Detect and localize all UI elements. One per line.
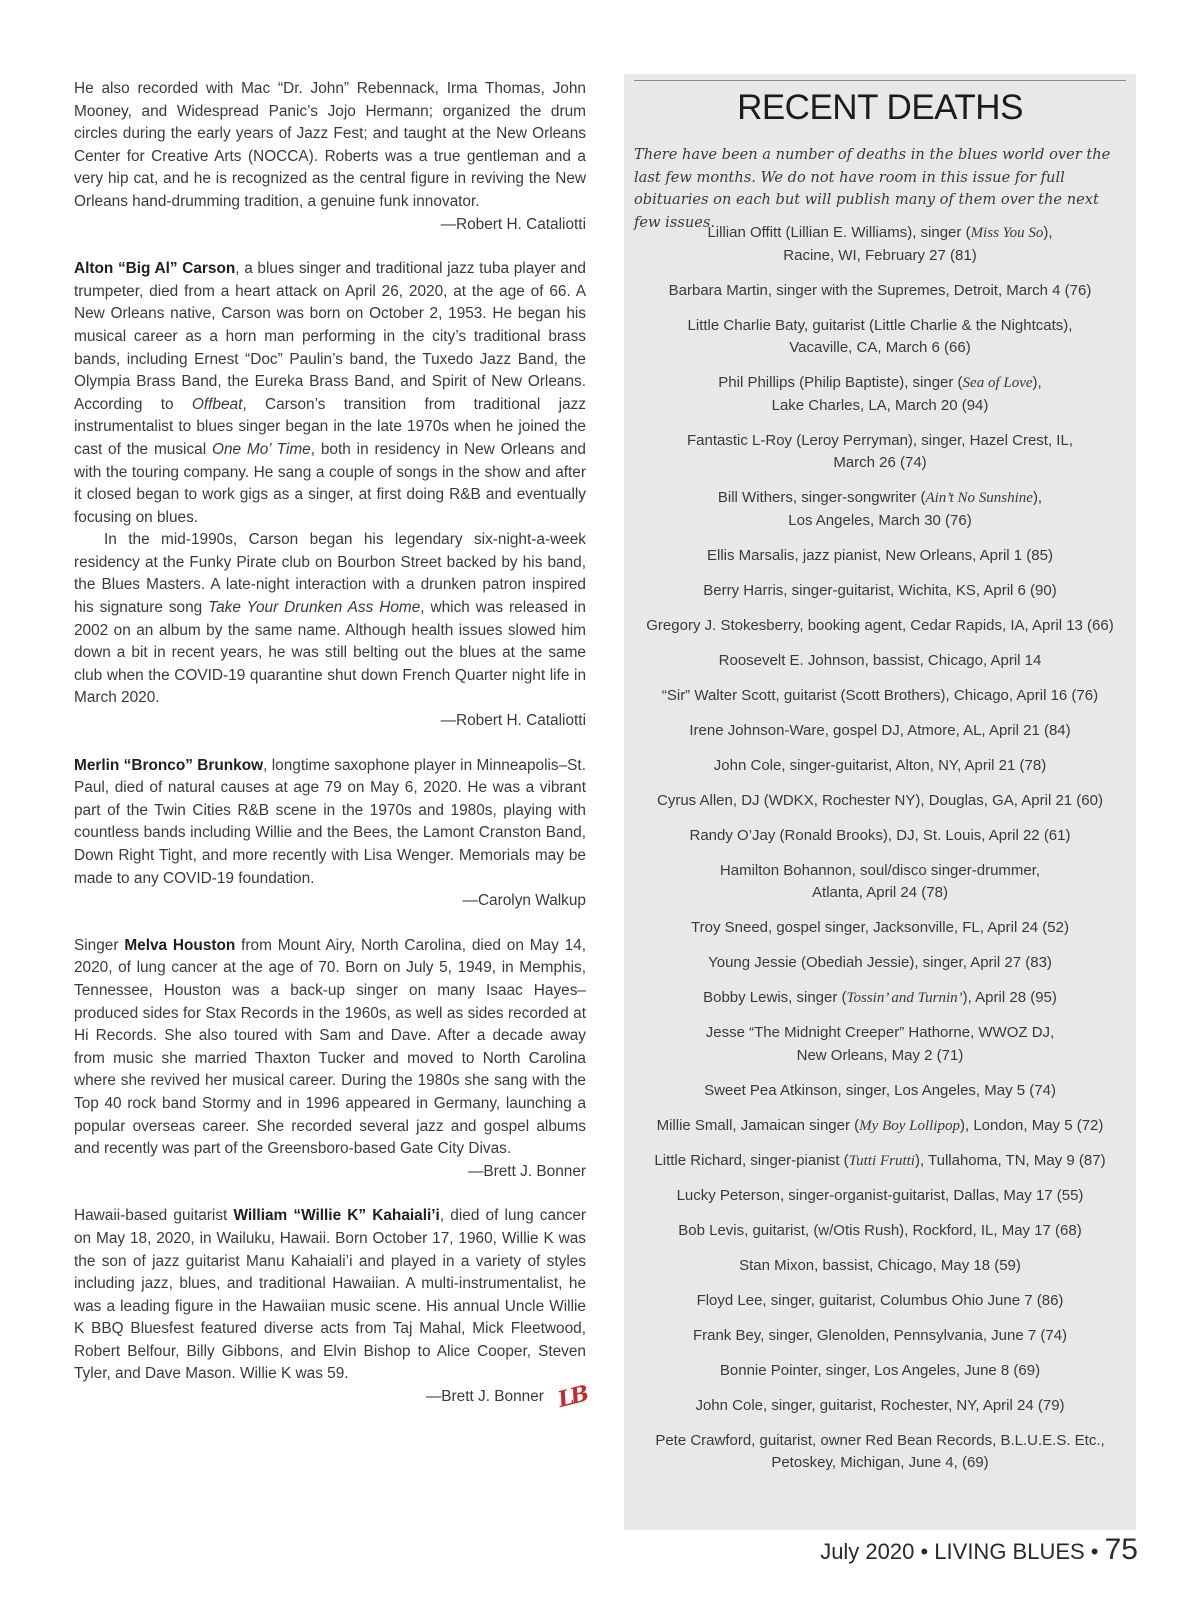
entry-text: Gregory J. Stokesberry, booking agent, Cedar Rapids, IA, April 13 (66) bbox=[646, 616, 1114, 634]
entry-text: “Sir” Walter Scott, guitarist (Scott Brothers), Chicago, April 16 (76) bbox=[661, 686, 1099, 704]
kahaiali-name: William “Willie K” Kahaiali’i bbox=[233, 1207, 440, 1225]
recent-deaths-sidebar bbox=[624, 74, 1136, 1530]
death-entry bbox=[630, 1220, 1130, 1243]
death-entry bbox=[630, 1290, 1130, 1313]
entry-text: Little Richard, singer-pianist ( bbox=[654, 1151, 849, 1169]
entry-text: Berry Harris, singer-guitarist, Wichita, KS, April 6 (90) bbox=[703, 581, 1057, 599]
page-number: 75 bbox=[1104, 1533, 1138, 1566]
entry-location: Racine, WI, February 27 (81) bbox=[783, 246, 977, 264]
death-entry bbox=[630, 430, 1130, 475]
houston-name: Melva Houston bbox=[124, 936, 236, 954]
entry-location: Los Angeles, March 30 (76) bbox=[788, 511, 972, 529]
death-entry bbox=[630, 545, 1130, 568]
entry-text: Phil Phillips (Philip Baptiste), singer ( bbox=[718, 374, 963, 392]
entry-text: Little Charlie Baty, guitarist (Little Charlie & the Nightcats), bbox=[687, 316, 1073, 334]
one-mo-time-title: One Mo’ Time bbox=[211, 440, 311, 458]
entry-title: Miss You So bbox=[970, 225, 1044, 241]
carson-paragraph-1: Alton “Big Al” Carson, a blues singer and traditional jazz tuba player and trumpeter, died from a heart attack on April 26, 2020, at the age of 66. A New Orleans native, Carson was born on October 2, 1953. He began his musical career as a horn man performing in the city’s traditional brass bands, including Ernest “Doc” Paulin’s band, the Tuxedo Jazz Band, the Olympia Brass Band, the Eureka Brass Band, and Spirit of New Orleans. According to Offbeat, Carson’s transition from traditional jazz instrumentalist to blues singer began in the late 1970s when he joined the cast of the musical One Mo’ Time, both in residency in New Orleans and with the touring company. He sang a couple of songs in the show and after it closed began to work gigs as a singer, at first doing R&B and eventually focusing on blues. bbox=[74, 260, 586, 526]
entry-title: Tossin’ and Turnin’ bbox=[846, 990, 963, 1007]
death-entry bbox=[630, 790, 1130, 813]
death-entry bbox=[630, 1080, 1130, 1103]
death-entry bbox=[630, 860, 1130, 905]
death-entry bbox=[630, 952, 1130, 975]
carson-paragraph-2: In the mid-1990s, Carson began his legendary six-night-a-week residency at the Funky Pirate club on Bourbon Street backed by his band, the Blues Masters. A late-night interaction with a drunken patron inspired his signature song Take Your Drunken Ass Home, which was released in 2002 on an album by the same name. Although health issues slowed him down a bit in recent years, he was still belting out the blues at the same club when the COVID-19 quarantine shut down French Quarter night life in March 2020. bbox=[74, 531, 586, 707]
carson-byline: —Robert H. Cataliotti bbox=[440, 712, 586, 730]
entry-text: Fantastic L-Roy (Leroy Perryman), singer, Hazel Crest, IL, bbox=[687, 431, 1073, 449]
death-entry bbox=[630, 1430, 1130, 1475]
death-entry bbox=[630, 1255, 1130, 1278]
entry-title: Sea of Love bbox=[962, 375, 1033, 392]
death-entry bbox=[630, 280, 1130, 303]
sidebar-top-rule bbox=[634, 80, 1126, 81]
offbeat-title: Offbeat bbox=[191, 395, 243, 413]
entry-text: Cyrus Allen, DJ (WDKX, Rochester NY), Douglas, GA, April 21 (60) bbox=[657, 791, 1103, 809]
carson-song-title: Take Your Drunken Ass Home bbox=[208, 599, 421, 617]
entry-text: Lillian Offitt (Lillian E. Williams), singer ( bbox=[707, 224, 971, 241]
living-blues-logo-icon: LB bbox=[555, 1381, 589, 1414]
death-entry bbox=[630, 685, 1130, 708]
entry-text: Stan Mixon, bassist, Chicago, May 18 (59) bbox=[739, 1256, 1021, 1274]
death-entry bbox=[630, 1022, 1130, 1067]
kahaiali-byline: —Brett J. Bonner LB bbox=[425, 1381, 589, 1414]
entry-text-end: ), Tullahoma, TN, May 9 (87) bbox=[914, 1151, 1106, 1169]
article-column bbox=[74, 78, 589, 1414]
death-entry bbox=[630, 1150, 1130, 1173]
page-footer bbox=[820, 1535, 1138, 1567]
entry-text: Sweet Pea Atkinson, singer, Los Angeles, May 5 (74) bbox=[704, 1081, 1056, 1099]
entry-text: Bill Withers, singer-songwriter ( bbox=[717, 489, 926, 507]
entry-text: Roosevelt E. Johnson, bassist, Chicago, April 14 bbox=[718, 651, 1042, 669]
entry-location: Petoskey, Michigan, June 4, (69) bbox=[771, 1454, 989, 1472]
brunkow-paragraph: Merlin “Bronco” Brunkow, longtime saxophone player in Minneapolis–St. Paul, died of natural causes at age 79 on May 6, 2020. He was a vibrant part of the Twin Cities R&B scene in the 1970s and 1980s, playing with countless bands including Willie and the Bees, the Lamont Cranston Band, Down Right Tight, and more recently with Lisa Wenger. Memorials may be made to any COVID-19 foundation. bbox=[74, 756, 586, 887]
issue-label: July 2020 • LIVING BLUES • bbox=[820, 1539, 1099, 1564]
carson-name: Alton “Big Al” Carson bbox=[74, 260, 236, 278]
death-entry bbox=[630, 222, 1130, 267]
death-entry bbox=[630, 987, 1130, 1010]
entry-text: Pete Crawford, guitarist, owner Red Bean Records, B.L.U.E.S. Etc., bbox=[655, 1431, 1105, 1449]
entry-text-end: ), April 28 (95) bbox=[962, 989, 1057, 1007]
entry-location: March 26 (74) bbox=[833, 454, 927, 472]
entry-text: John Cole, singer-guitarist, Alton, NY, April 21 (78) bbox=[713, 756, 1047, 774]
kahaiali-paragraph: Hawaii-based guitarist William “Willie K” Kahaiali’i, died of lung cancer on May 18, 2020, in Wailuku, Hawaii. Born October 17, 1960, Willie K was the son of jazz guitarist Manu Kahaiali’i and played in a variety of styles including jazz, blues, and traditional Hawaiian. A multi-instrumentalist, he was a leading figure in the Hawaiian music scene. His annual Uncle Willie K BBQ Bluesfest featured diverse acts from Taj Mahal, Mick Fleetwood, Robert Belfour, Billy Gibbons, and Elvin Bishop to Alice Cooper, Steven Tyler, and Dave Mason. Willie K was 59. bbox=[74, 1207, 587, 1383]
entry-text: Floyd Lee, singer, guitarist, Columbus Ohio June 7 (86) bbox=[696, 1291, 1064, 1309]
death-entry bbox=[630, 1325, 1130, 1348]
houston-byline: —Brett J. Bonner bbox=[467, 1162, 586, 1180]
death-entry bbox=[630, 917, 1130, 940]
death-entry bbox=[630, 1395, 1130, 1418]
entry-text: Barbara Martin, singer with the Supremes, Detroit, March 4 (76) bbox=[668, 281, 1092, 299]
entry-location: Lake Charles, LA, March 20 (94) bbox=[771, 396, 989, 414]
entry-location: Vacaville, CA, March 6 (66) bbox=[789, 339, 971, 357]
entry-text: Ellis Marsalis, jazz pianist, New Orleans, April 1 (85) bbox=[707, 546, 1053, 564]
death-entry bbox=[630, 755, 1130, 778]
entry-text: Frank Bey, singer, Glenolden, Pennsylvania, June 7 (74) bbox=[692, 1326, 1068, 1344]
entry-text: Bobby Lewis, singer ( bbox=[703, 989, 847, 1007]
death-entry bbox=[630, 650, 1130, 673]
entry-title: Tutti Frutti bbox=[848, 1152, 915, 1169]
entry-text: Hamilton Bohannon, soul/disco singer-drummer, bbox=[719, 861, 1041, 879]
death-entry bbox=[630, 1360, 1130, 1383]
entry-text: Bonnie Pointer, singer, Los Angeles, June 8 (69) bbox=[719, 1361, 1041, 1379]
entry-location: Atlanta, April 24 (78) bbox=[812, 884, 948, 902]
entry-text-end: ), bbox=[1032, 489, 1043, 507]
entry-location: New Orleans, May 2 (71) bbox=[796, 1046, 964, 1064]
entry-text: Randy O’Jay (Ronald Brooks), DJ, St. Louis, April 22 (61) bbox=[689, 826, 1071, 844]
sidebar-title: RECENT DEATHS bbox=[737, 88, 1023, 127]
roberts-byline: —Robert H. Cataliotti bbox=[440, 215, 586, 233]
death-entry bbox=[630, 487, 1130, 532]
death-entry bbox=[630, 372, 1130, 417]
death-entry bbox=[630, 1115, 1130, 1138]
death-entry bbox=[630, 615, 1130, 638]
houston-paragraph: Singer Melva Houston from Mount Airy, North Carolina, died on May 14, 2020, of lung cancer at the age of 70. Born on July 5, 1949, in Memphis, Tennessee, Houston was a back-up singer on many Isaac Hayes–produced sides for Stax Records in the 1960s, as well as sides recorded at Hi Records. She also toured with Sam and Dave. After a decade away from music she married Thaxton Tucker and moved to North Carolina where she revived her musical career. During the 1980s she sang with the Top 40 rock band Stormy and in 1996 appeared in Germany, launching a popular overseas career. She recorded several jazz and gospel albums and recently was part of the Greensboro-based Gate City Divas. bbox=[74, 936, 586, 1158]
entry-text: Young Jessie (Obediah Jessie), singer, April 27 (83) bbox=[708, 954, 1052, 972]
entry-text: Troy Sneed, gospel singer, Jacksonville, FL, April 24 (52) bbox=[691, 919, 1069, 937]
roberts-paragraph: He also recorded with Mac “Dr. John” Rebennack, Irma Thomas, John Mooney, and Widespread Panic’s Jojo Hermann; organized the drum circles during the early years of Jazz Fest; and taught at the New Orleans Center for Creative Arts (NOCCA). Roberts was a true gentleman and a very hip cat, and he is recognized as the central figure in reviving the New Orleans hand-drumming tradition, a genuine funk innovator. bbox=[74, 80, 586, 210]
entry-text-end: ), bbox=[1032, 374, 1042, 392]
brunkow-byline: —Carolyn Walkup bbox=[462, 892, 586, 910]
death-entry bbox=[630, 315, 1130, 360]
brunkow-name: Merlin “Bronco” Brunkow bbox=[74, 756, 264, 774]
death-entry bbox=[630, 1185, 1130, 1208]
entry-title: My Boy Lollipop bbox=[859, 1117, 960, 1134]
death-entry bbox=[630, 580, 1130, 603]
entry-text: Millie Small, Jamaican singer ( bbox=[656, 1116, 860, 1134]
deaths-list bbox=[630, 222, 1130, 1487]
entry-text-end: ), bbox=[1043, 224, 1053, 241]
sidebar-intro: There have been a number of deaths in the blues world over the last few months. We do not have room in this issue for full obituaries on each but will publish many of them over the next few issues. bbox=[634, 146, 1111, 231]
entry-title: Ain’t No Sunshine bbox=[925, 490, 1033, 507]
entry-text: Jesse “The Midnight Creeper” Hathorne, WWOZ DJ, bbox=[705, 1024, 1055, 1042]
death-entry bbox=[630, 720, 1130, 743]
entry-text: Irene Johnson-Ware, gospel DJ, Atmore, AL, April 21 (84) bbox=[689, 721, 1071, 739]
entry-text-end: ), London, May 5 (72) bbox=[959, 1116, 1104, 1134]
entry-text: John Cole, singer, guitarist, Rochester, NY, April 24 (79) bbox=[695, 1396, 1065, 1414]
entry-text: Lucky Peterson, singer-organist-guitarist, Dallas, May 17 (55) bbox=[676, 1186, 1084, 1204]
entry-text: Bob Levis, guitarist, (w/Otis Rush), Rockford, IL, May 17 (68) bbox=[678, 1221, 1082, 1239]
death-entry bbox=[630, 825, 1130, 848]
